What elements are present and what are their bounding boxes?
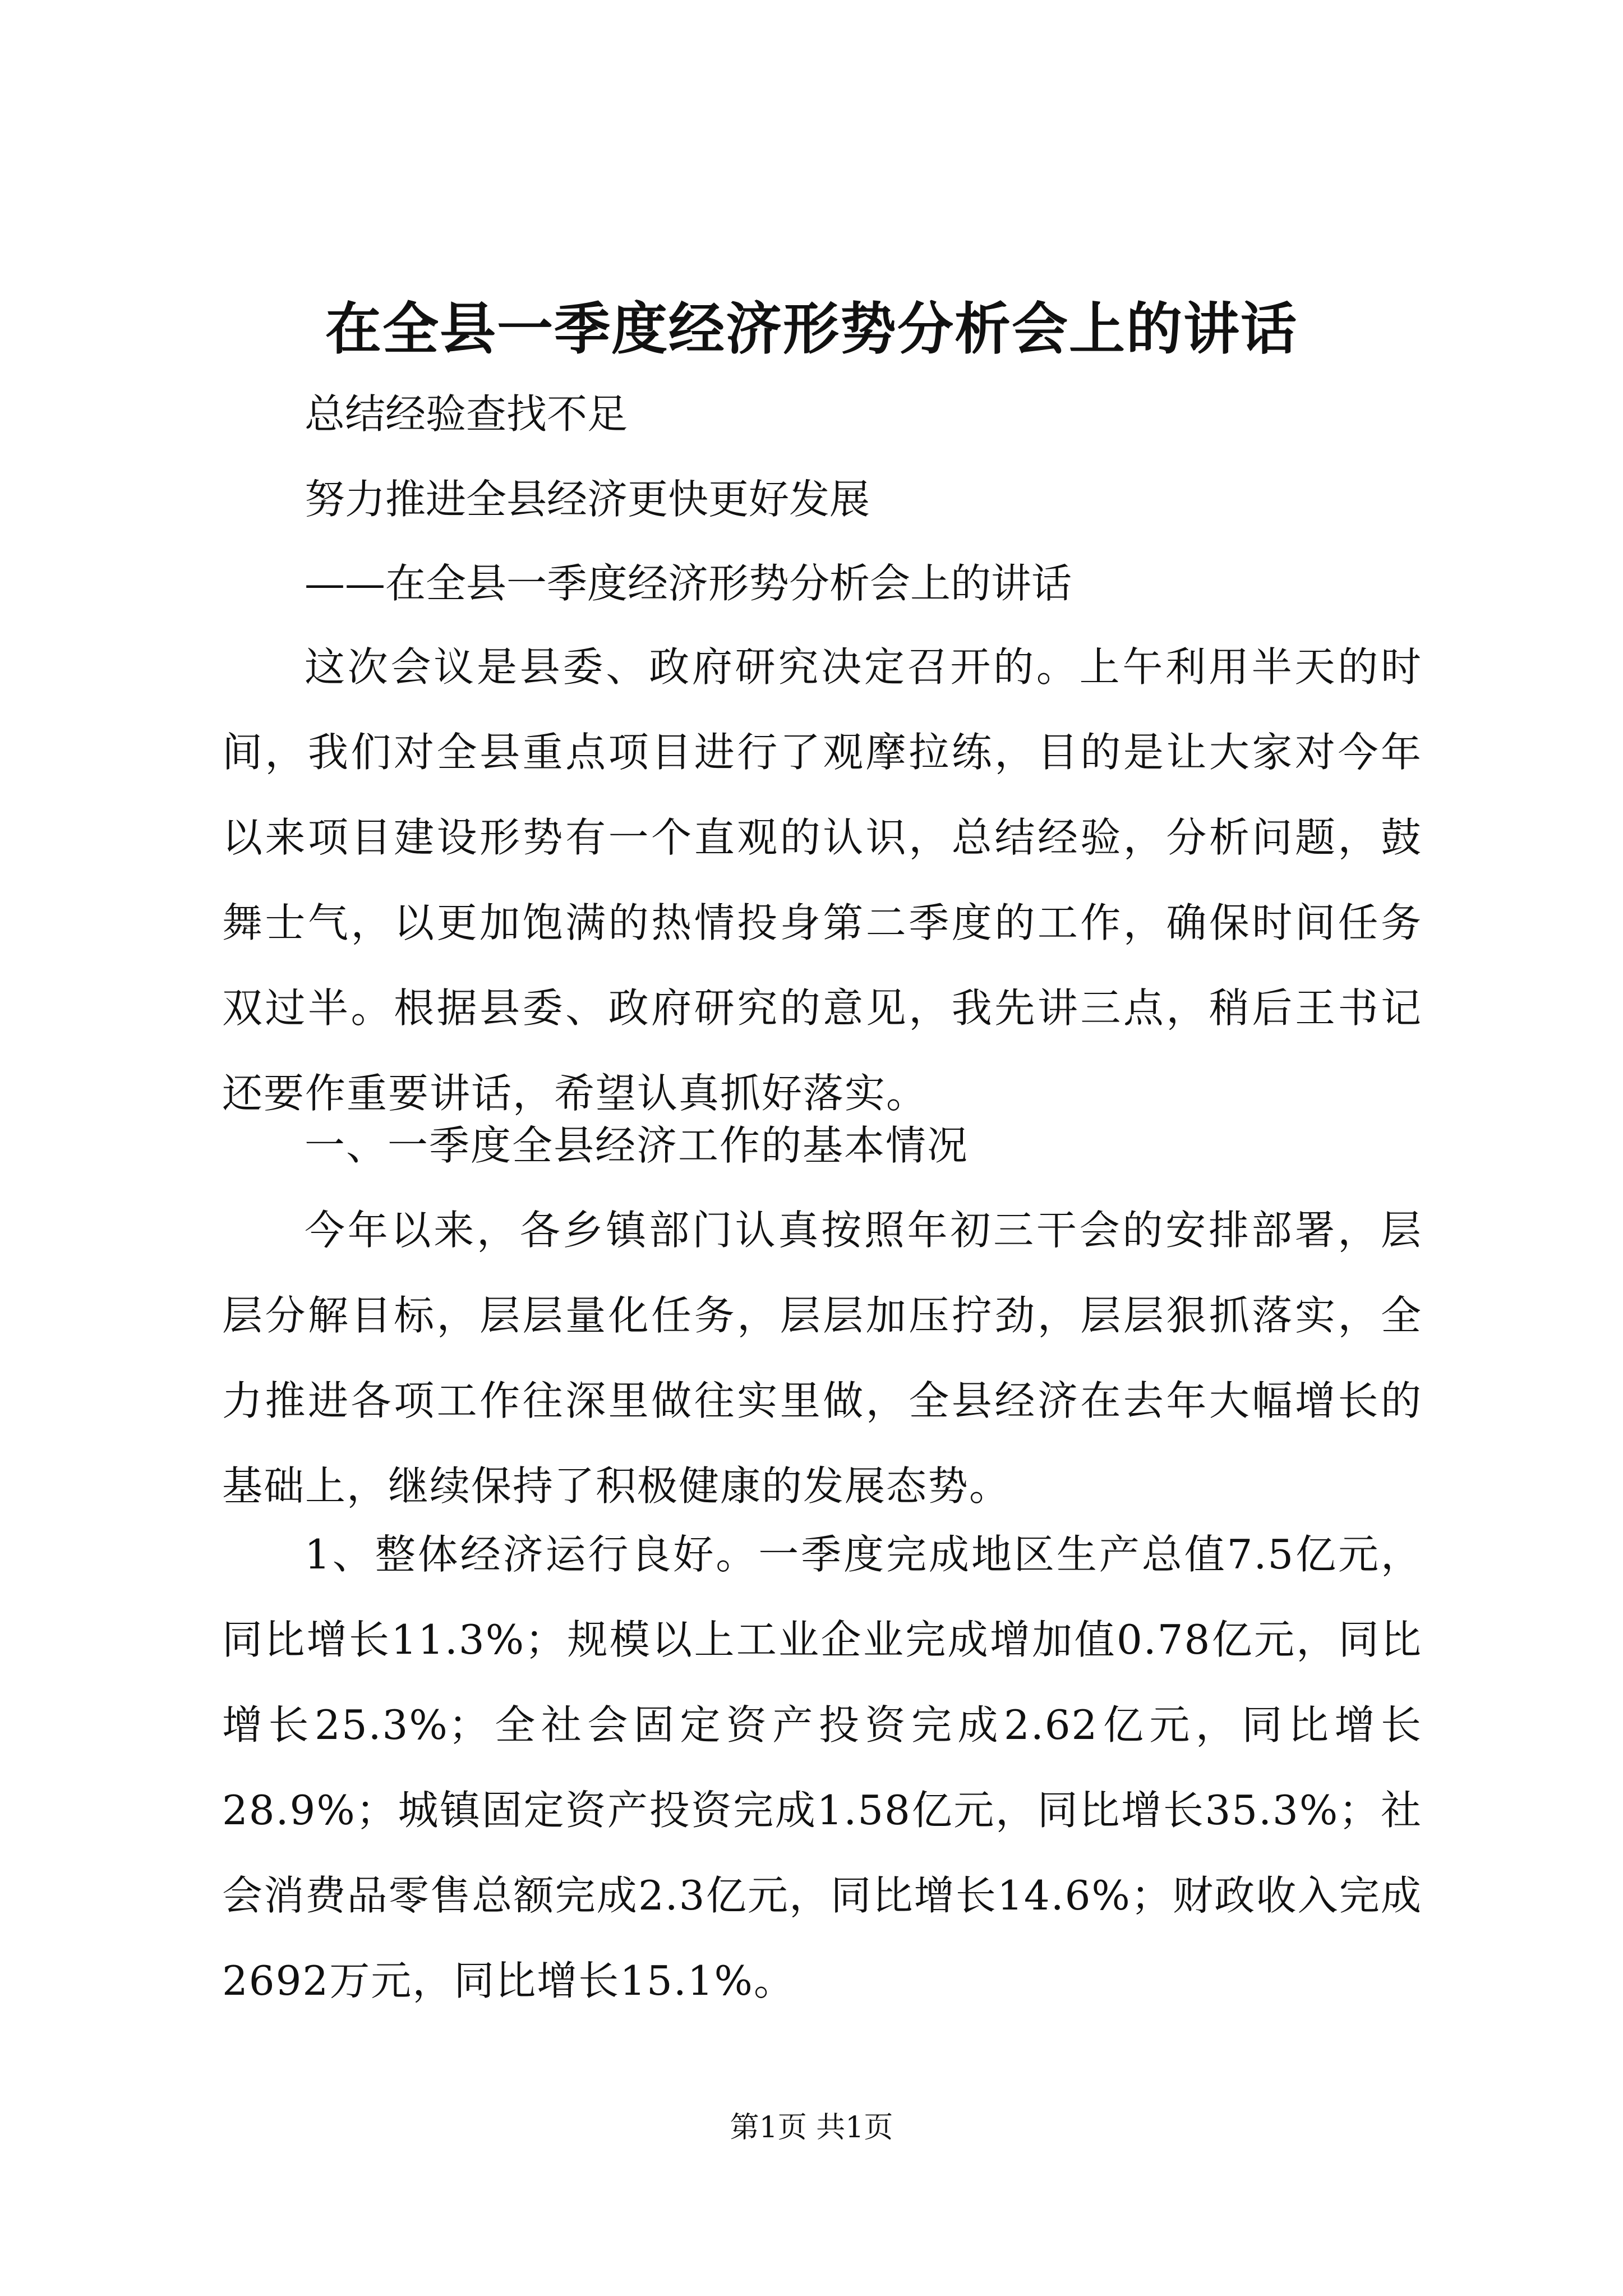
paragraph-intro: 这次会议是县委、政府研究决定召开的。上午利用半天的时间，我们对全县重点项目进行了观摩拉练，目的是让大家对今年以来项目建设形势有一个直观的认识，总结经验，分析问题，鼓舞士气，以更加饱满的热情投身第二季度的工作，确保时间任务双过半。根据县委、政府研究的意见，我先讲三点，稍后王书记还要作重要讲话，希望认真抓好落实。 bbox=[222, 643, 1422, 1117]
document-title: 在全县一季度经济形势分析会上的讲话 bbox=[325, 296, 1298, 362]
paragraph-economy-stats: 1、整体经济运行良好。一季度完成地区生产总值7.5亿元，同比增长11.3%；规模以上工业企业完成增加值0.78亿元，同比增长25.3%；全社会固定资产投资完成2.62亿元，同比增长28.9%；城镇固定资产投资完成1.58亿元，同比增长35.3%；社会消费品零售总额完成2.3亿元，同比增长14.6%；财政收入完成2692万元，同比增长15.1%。 bbox=[222, 1531, 1422, 2004]
page-footer: 第1页 共1页 bbox=[730, 2111, 893, 2145]
paragraph-overview: 今年以来，各乡镇部门认真按照年初三干会的安排部署，层层分解目标，层层量化任务，层层加压拧劲，层层狠抓落实，全力推进各项工作往深里做往实里做，全县经济在去年大幅增长的基础上，继续保持了积极健康的发展态势。 bbox=[222, 1207, 1422, 1510]
subtitle-line-1: 总结经验查找不足 bbox=[305, 390, 628, 438]
subtitle-line-2: 努力推进全县经济更快更好发展 bbox=[305, 476, 870, 523]
section-heading-1: 一、一季度全县经济工作的基本情况 bbox=[305, 1122, 969, 1169]
subtitle-line-3: ——在全县一季度经济形势分析会上的讲话 bbox=[305, 560, 1072, 607]
